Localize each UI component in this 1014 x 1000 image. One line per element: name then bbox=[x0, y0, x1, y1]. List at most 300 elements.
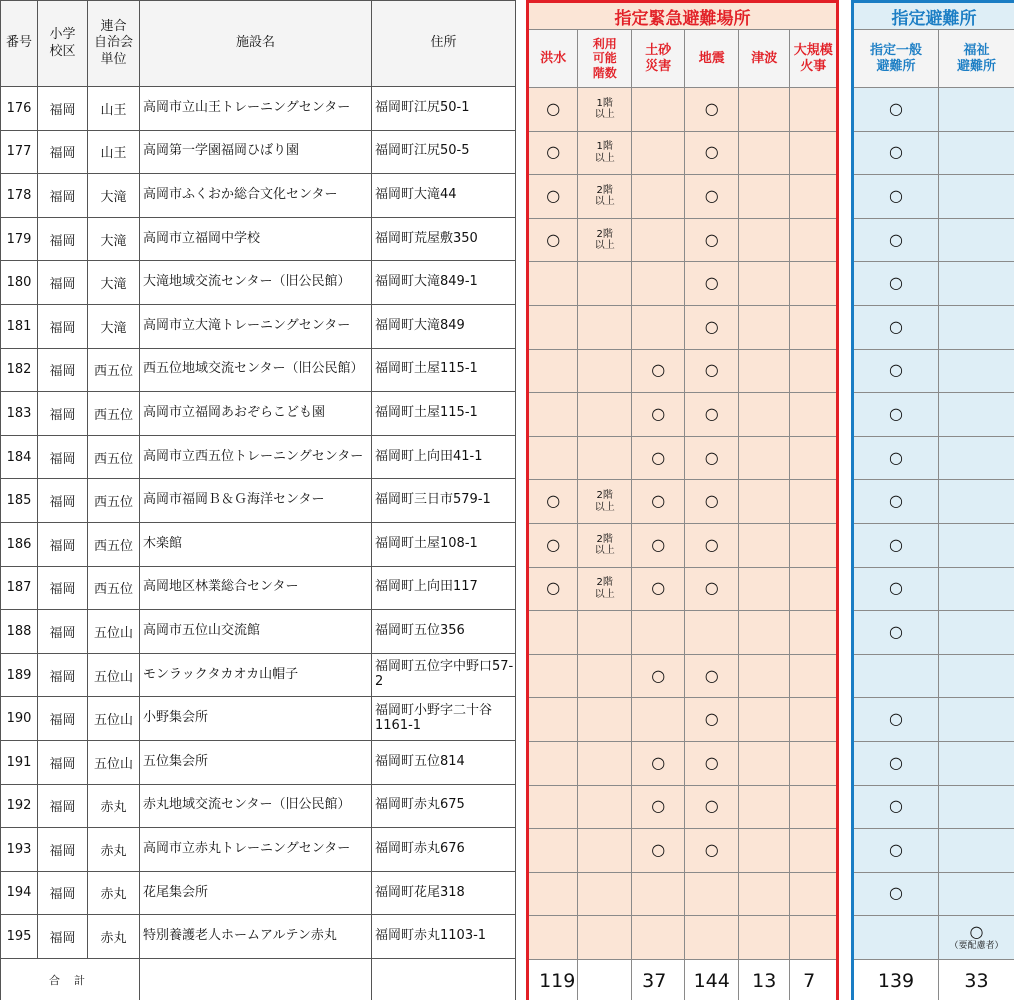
row-usable-floors bbox=[578, 872, 632, 916]
total-blank-address bbox=[372, 958, 516, 1000]
row-association: 赤丸 bbox=[88, 871, 140, 915]
row-landslide bbox=[631, 131, 685, 175]
table-row bbox=[528, 480, 838, 524]
row-tsunami bbox=[738, 436, 789, 480]
total-large-fire: 7 bbox=[790, 959, 838, 1000]
header-number: 番号 bbox=[1, 1, 38, 87]
row-number: 179 bbox=[1, 217, 38, 261]
row-landslide bbox=[631, 218, 685, 262]
table-row bbox=[853, 741, 1014, 785]
row-association: 大滝 bbox=[88, 174, 140, 218]
row-association: 大滝 bbox=[88, 304, 140, 348]
circle-mark: ○ bbox=[704, 360, 719, 380]
row-tsunami bbox=[738, 131, 789, 175]
row-usable-floors bbox=[578, 741, 632, 785]
row-number: 180 bbox=[1, 261, 38, 305]
row-welfare-shelter bbox=[939, 262, 1014, 306]
row-welfare-shelter bbox=[939, 218, 1014, 262]
floors-text: 2階 以上 bbox=[594, 533, 615, 557]
row-school-district: 福岡 bbox=[38, 261, 88, 305]
circle-mark: ○ bbox=[889, 360, 903, 380]
row-tsunami bbox=[738, 829, 789, 873]
row-facility-name: 高岡市立西五位トレーニングセンター bbox=[140, 435, 372, 479]
row-landslide bbox=[631, 88, 685, 132]
table-row bbox=[1, 174, 516, 218]
row-usable-floors bbox=[578, 785, 632, 829]
emergency-site-title: 指定緊急避難場所 bbox=[528, 2, 838, 30]
circle-mark: ○ bbox=[704, 839, 719, 859]
row-association: 五位山 bbox=[88, 610, 140, 654]
row-landslide bbox=[631, 611, 685, 655]
row-general-shelter bbox=[853, 829, 939, 873]
row-association: 山王 bbox=[88, 130, 140, 174]
row-number: 186 bbox=[1, 522, 38, 566]
row-address: 福岡町上向田117 bbox=[372, 566, 516, 610]
row-earthquake bbox=[685, 436, 739, 480]
row-large-fire bbox=[790, 218, 838, 262]
row-flood bbox=[528, 175, 578, 219]
total-floors bbox=[578, 959, 632, 1000]
row-number: 193 bbox=[1, 828, 38, 872]
row-welfare-shelter bbox=[939, 523, 1014, 567]
circle-mark: ○ bbox=[546, 185, 561, 205]
row-facility-name: 木楽館 bbox=[140, 522, 372, 566]
total-tsunami: 13 bbox=[738, 959, 789, 1000]
row-facility-name: 高岡市五位山交流館 bbox=[140, 610, 372, 654]
total-welfare-shelter: 33 bbox=[939, 959, 1014, 1000]
circle-mark: ○ bbox=[651, 839, 666, 859]
row-usable-floors bbox=[578, 829, 632, 873]
row-landslide bbox=[631, 262, 685, 306]
row-usable-floors bbox=[578, 218, 632, 262]
row-address: 福岡町上向田41-1 bbox=[372, 435, 516, 479]
circle-mark: ○ bbox=[704, 273, 719, 293]
circle-mark: ○ bbox=[889, 98, 903, 118]
row-landslide bbox=[631, 393, 685, 437]
row-welfare-shelter bbox=[939, 567, 1014, 611]
row-general-shelter bbox=[853, 480, 939, 524]
total-blank-name bbox=[140, 958, 372, 1000]
row-welfare-shelter bbox=[939, 131, 1014, 175]
row-large-fire bbox=[790, 175, 838, 219]
table-row bbox=[853, 175, 1014, 219]
row-flood bbox=[528, 480, 578, 524]
row-welfare-shelter bbox=[939, 872, 1014, 916]
circle-mark: ○ bbox=[889, 491, 903, 511]
row-large-fire bbox=[790, 523, 838, 567]
circle-mark: ○ bbox=[546, 229, 561, 249]
row-general-shelter bbox=[853, 523, 939, 567]
row-facility-name: 大滝地域交流センター（旧公民館） bbox=[140, 261, 372, 305]
row-number: 191 bbox=[1, 740, 38, 784]
circle-mark: ○ bbox=[889, 752, 903, 772]
table-row bbox=[1, 392, 516, 436]
row-association: 赤丸 bbox=[88, 915, 140, 959]
row-school-district: 福岡 bbox=[38, 130, 88, 174]
row-tsunami bbox=[738, 349, 789, 393]
row-general-shelter bbox=[853, 218, 939, 262]
row-tsunami bbox=[738, 175, 789, 219]
row-tsunami bbox=[738, 393, 789, 437]
table-row bbox=[528, 305, 838, 349]
table-row bbox=[853, 698, 1014, 742]
row-general-shelter bbox=[853, 916, 939, 960]
row-landslide bbox=[631, 741, 685, 785]
row-usable-floors bbox=[578, 916, 632, 960]
circle-mark: ○ bbox=[704, 796, 719, 816]
row-large-fire bbox=[790, 393, 838, 437]
row-tsunami bbox=[738, 916, 789, 960]
row-tsunami bbox=[738, 611, 789, 655]
total-general-shelter: 139 bbox=[853, 959, 939, 1000]
row-usable-floors bbox=[578, 131, 632, 175]
row-earthquake bbox=[685, 567, 739, 611]
row-facility-name: 高岡市立福岡あおぞらこども園 bbox=[140, 392, 372, 436]
row-address: 福岡町土屋108-1 bbox=[372, 522, 516, 566]
table-row bbox=[1, 828, 516, 872]
table-row bbox=[528, 741, 838, 785]
circle-mark: ○ bbox=[889, 185, 903, 205]
row-flood bbox=[528, 785, 578, 829]
row-welfare-shelter bbox=[939, 480, 1014, 524]
table-row bbox=[1, 304, 516, 348]
row-large-fire bbox=[790, 349, 838, 393]
row-tsunami bbox=[738, 88, 789, 132]
row-school-district: 福岡 bbox=[38, 653, 88, 697]
circle-mark: ○ bbox=[651, 360, 666, 380]
floors-text: 1階 以上 bbox=[594, 141, 615, 164]
row-general-shelter bbox=[853, 393, 939, 437]
header-large-fire: 大規模 火事 bbox=[790, 30, 838, 88]
row-usable-floors bbox=[578, 436, 632, 480]
table-row bbox=[528, 785, 838, 829]
row-tsunami bbox=[738, 218, 789, 262]
row-facility-name: 五位集会所 bbox=[140, 740, 372, 784]
row-large-fire bbox=[790, 872, 838, 916]
floors-text: 2階 以上 bbox=[594, 228, 615, 252]
row-earthquake bbox=[685, 305, 739, 349]
table-row bbox=[853, 218, 1014, 262]
circle-mark: ○ bbox=[704, 229, 719, 249]
table-row bbox=[528, 654, 838, 698]
table-row bbox=[1, 348, 516, 392]
row-general-shelter bbox=[853, 741, 939, 785]
row-association: 五位山 bbox=[88, 697, 140, 741]
table-row bbox=[528, 698, 838, 742]
row-earthquake bbox=[685, 741, 739, 785]
row-association: 西五位 bbox=[88, 566, 140, 610]
row-landslide bbox=[631, 436, 685, 480]
circle-mark: ○ bbox=[546, 491, 561, 511]
row-number: 194 bbox=[1, 871, 38, 915]
row-welfare-shelter bbox=[939, 829, 1014, 873]
row-earthquake bbox=[685, 829, 739, 873]
row-welfare-shelter bbox=[939, 916, 1014, 960]
row-school-district: 福岡 bbox=[38, 435, 88, 479]
row-welfare-shelter bbox=[939, 741, 1014, 785]
circle-mark: ○ bbox=[704, 403, 719, 423]
row-association: 大滝 bbox=[88, 217, 140, 261]
row-general-shelter bbox=[853, 654, 939, 698]
row-landslide bbox=[631, 872, 685, 916]
table-row bbox=[853, 88, 1014, 132]
table-row bbox=[1, 610, 516, 654]
circle-mark: ○ bbox=[546, 578, 561, 598]
table-row bbox=[528, 88, 838, 132]
circle-mark: ○ bbox=[889, 229, 903, 249]
table-row bbox=[1, 915, 516, 959]
circle-mark: ○ bbox=[889, 403, 903, 423]
row-usable-floors bbox=[578, 88, 632, 132]
row-landslide bbox=[631, 523, 685, 567]
table-row bbox=[853, 872, 1014, 916]
row-school-district: 福岡 bbox=[38, 566, 88, 610]
row-large-fire bbox=[790, 785, 838, 829]
row-address: 福岡町江尻50-1 bbox=[372, 87, 516, 131]
header-tsunami: 津波 bbox=[738, 30, 789, 88]
row-large-fire bbox=[790, 480, 838, 524]
table-row bbox=[1, 566, 516, 610]
row-facility-name: 花尾集会所 bbox=[140, 871, 372, 915]
row-school-district: 福岡 bbox=[38, 87, 88, 131]
total-flood: 119 bbox=[528, 959, 578, 1000]
row-earthquake bbox=[685, 698, 739, 742]
row-address: 福岡町花尾318 bbox=[372, 871, 516, 915]
row-welfare-shelter bbox=[939, 349, 1014, 393]
row-number: 187 bbox=[1, 566, 38, 610]
row-number: 192 bbox=[1, 784, 38, 828]
row-school-district: 福岡 bbox=[38, 828, 88, 872]
table-row bbox=[853, 916, 1014, 960]
circle-mark: ○ bbox=[704, 534, 719, 554]
header-landslide: 土砂 災害 bbox=[631, 30, 685, 88]
row-number: 182 bbox=[1, 348, 38, 392]
row-address: 福岡町赤丸676 bbox=[372, 828, 516, 872]
circle-mark: ○ bbox=[651, 752, 666, 772]
table-row bbox=[853, 567, 1014, 611]
total-label: 合計 bbox=[1, 958, 140, 1000]
row-number: 176 bbox=[1, 87, 38, 131]
row-usable-floors bbox=[578, 567, 632, 611]
floors-text: 1階 以上 bbox=[594, 97, 615, 121]
row-general-shelter bbox=[853, 698, 939, 742]
row-association: 西五位 bbox=[88, 435, 140, 479]
row-flood bbox=[528, 88, 578, 132]
row-large-fire bbox=[790, 262, 838, 306]
row-general-shelter bbox=[853, 785, 939, 829]
row-large-fire bbox=[790, 741, 838, 785]
table-row bbox=[853, 262, 1014, 306]
circle-mark: ○ bbox=[704, 447, 719, 467]
row-general-shelter bbox=[853, 305, 939, 349]
row-address: 福岡町小野字二十谷1161-1 bbox=[372, 697, 516, 741]
row-earthquake bbox=[685, 262, 739, 306]
circle-mark: ○ bbox=[889, 316, 903, 336]
row-school-district: 福岡 bbox=[38, 217, 88, 261]
table-row bbox=[853, 611, 1014, 655]
row-earthquake bbox=[685, 872, 739, 916]
table-row bbox=[1, 740, 516, 784]
row-school-district: 福岡 bbox=[38, 392, 88, 436]
table-row bbox=[528, 567, 838, 611]
row-large-fire bbox=[790, 131, 838, 175]
row-tsunami bbox=[738, 523, 789, 567]
row-landslide bbox=[631, 567, 685, 611]
row-general-shelter bbox=[853, 175, 939, 219]
table-row bbox=[853, 480, 1014, 524]
circle-mark: ○ bbox=[889, 273, 903, 293]
row-association: 赤丸 bbox=[88, 828, 140, 872]
row-facility-name: 高岡地区林業総合センター bbox=[140, 566, 372, 610]
circle-mark: ○ bbox=[704, 665, 719, 685]
row-usable-floors bbox=[578, 523, 632, 567]
row-facility-name: 特別養護老人ホームアルテン赤丸 bbox=[140, 915, 372, 959]
row-address: 福岡町大滝44 bbox=[372, 174, 516, 218]
row-association: 西五位 bbox=[88, 392, 140, 436]
row-welfare-shelter bbox=[939, 611, 1014, 655]
row-address: 福岡町五位字中野口57-2 bbox=[372, 653, 516, 697]
row-large-fire bbox=[790, 698, 838, 742]
row-earthquake bbox=[685, 480, 739, 524]
row-school-district: 福岡 bbox=[38, 304, 88, 348]
row-large-fire bbox=[790, 611, 838, 655]
row-flood bbox=[528, 436, 578, 480]
header-flood: 洪水 bbox=[528, 30, 578, 88]
row-flood bbox=[528, 698, 578, 742]
row-flood bbox=[528, 567, 578, 611]
table-row bbox=[1, 871, 516, 915]
row-general-shelter bbox=[853, 611, 939, 655]
row-large-fire bbox=[790, 436, 838, 480]
row-tsunami bbox=[738, 567, 789, 611]
circle-mark: ○ bbox=[704, 185, 719, 205]
care-note: （要配慮者） bbox=[949, 940, 1004, 951]
row-large-fire bbox=[790, 916, 838, 960]
row-earthquake bbox=[685, 349, 739, 393]
circle-mark: ○ bbox=[704, 752, 719, 772]
row-tsunami bbox=[738, 785, 789, 829]
row-large-fire bbox=[790, 305, 838, 349]
row-welfare-shelter bbox=[939, 785, 1014, 829]
row-number: 188 bbox=[1, 610, 38, 654]
row-landslide bbox=[631, 654, 685, 698]
circle-mark: ○ bbox=[889, 447, 903, 467]
circle-mark: ○ bbox=[651, 491, 666, 511]
row-landslide bbox=[631, 305, 685, 349]
row-usable-floors bbox=[578, 654, 632, 698]
circle-mark: ○ bbox=[969, 921, 984, 941]
row-general-shelter bbox=[853, 567, 939, 611]
table-row bbox=[528, 393, 838, 437]
circle-mark: ○ bbox=[651, 403, 666, 423]
circle-mark: ○ bbox=[704, 709, 719, 729]
header-facility-name: 施設名 bbox=[140, 1, 372, 87]
table-row bbox=[1, 261, 516, 305]
circle-mark: ○ bbox=[546, 534, 561, 554]
row-tsunami bbox=[738, 872, 789, 916]
row-number: 189 bbox=[1, 653, 38, 697]
table-row bbox=[853, 523, 1014, 567]
row-facility-name: 高岡市福岡Ｂ＆Ｇ海洋センター bbox=[140, 479, 372, 523]
circle-mark: ○ bbox=[704, 316, 719, 336]
circle-mark: ○ bbox=[889, 839, 903, 859]
row-earthquake bbox=[685, 654, 739, 698]
header-usable-floors: 利用 可能 階数 bbox=[578, 30, 632, 88]
row-welfare-shelter bbox=[939, 88, 1014, 132]
row-welfare-shelter bbox=[939, 175, 1014, 219]
row-general-shelter bbox=[853, 262, 939, 306]
row-association: 西五位 bbox=[88, 479, 140, 523]
table-row bbox=[528, 436, 838, 480]
row-address: 福岡町五位814 bbox=[372, 740, 516, 784]
row-association: 大滝 bbox=[88, 261, 140, 305]
circle-mark: ○ bbox=[889, 142, 903, 162]
row-tsunami bbox=[738, 698, 789, 742]
circle-mark: ○ bbox=[651, 578, 666, 598]
row-usable-floors bbox=[578, 611, 632, 655]
table-row bbox=[1, 87, 516, 131]
row-flood bbox=[528, 523, 578, 567]
row-school-district: 福岡 bbox=[38, 915, 88, 959]
row-landslide bbox=[631, 480, 685, 524]
table-row bbox=[1, 784, 516, 828]
row-association: 五位山 bbox=[88, 653, 140, 697]
circle-mark: ○ bbox=[889, 621, 903, 641]
circle-mark: ○ bbox=[546, 142, 561, 162]
row-earthquake bbox=[685, 218, 739, 262]
row-number: 178 bbox=[1, 174, 38, 218]
table-row bbox=[853, 393, 1014, 437]
row-school-district: 福岡 bbox=[38, 610, 88, 654]
circle-mark: ○ bbox=[889, 796, 903, 816]
row-earthquake bbox=[685, 175, 739, 219]
table-row bbox=[853, 785, 1014, 829]
row-facility-name: 高岡市立福岡中学校 bbox=[140, 217, 372, 261]
row-earthquake bbox=[685, 916, 739, 960]
row-address: 福岡町大滝849-1 bbox=[372, 261, 516, 305]
table-row bbox=[1, 653, 516, 697]
row-earthquake bbox=[685, 393, 739, 437]
row-flood bbox=[528, 611, 578, 655]
row-facility-name: 高岡市立赤丸トレーニングセンター bbox=[140, 828, 372, 872]
row-usable-floors bbox=[578, 175, 632, 219]
circle-mark: ○ bbox=[651, 665, 666, 685]
row-number: 185 bbox=[1, 479, 38, 523]
circle-mark: ○ bbox=[889, 709, 903, 729]
total-earthquake: 144 bbox=[685, 959, 739, 1000]
row-school-district: 福岡 bbox=[38, 740, 88, 784]
row-large-fire bbox=[790, 829, 838, 873]
row-welfare-shelter bbox=[939, 436, 1014, 480]
row-association: 赤丸 bbox=[88, 784, 140, 828]
row-facility-name: 高岡市ふくおか総合文化センター bbox=[140, 174, 372, 218]
designated-shelter-table bbox=[851, 0, 1014, 1000]
total-landslide: 37 bbox=[631, 959, 685, 1000]
row-tsunami bbox=[738, 741, 789, 785]
table-row bbox=[853, 436, 1014, 480]
table-row bbox=[528, 611, 838, 655]
row-landslide bbox=[631, 916, 685, 960]
floors-text: 2階 以上 bbox=[594, 184, 615, 208]
circle-mark: ○ bbox=[704, 98, 719, 118]
row-flood bbox=[528, 654, 578, 698]
row-number: 195 bbox=[1, 915, 38, 959]
table-row bbox=[1, 217, 516, 261]
row-usable-floors bbox=[578, 698, 632, 742]
row-facility-name: 小野集会所 bbox=[140, 697, 372, 741]
row-number: 177 bbox=[1, 130, 38, 174]
row-tsunami bbox=[738, 480, 789, 524]
